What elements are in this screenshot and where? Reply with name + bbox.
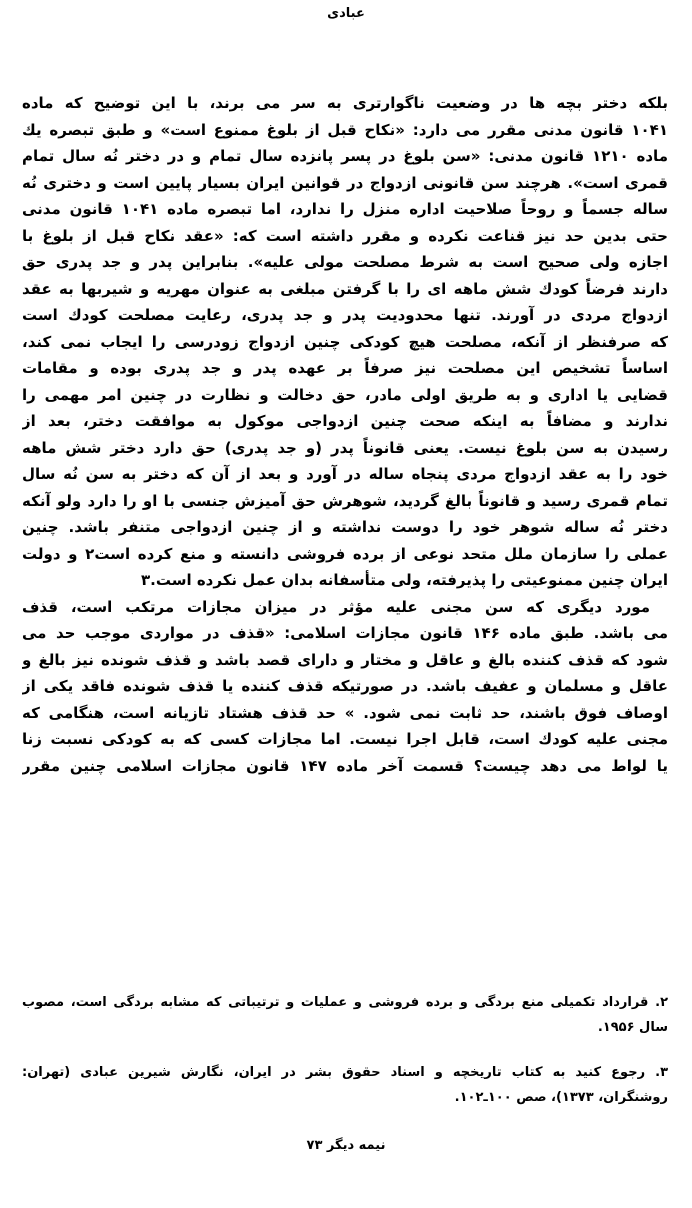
- text-line: اوصاف فوق باشند، حد ثابت نمی شود. » حد قذف هشتاد تازیانه است، هنگامی که: [22, 703, 668, 722]
- text-line: عاقل و مسلمان و عفیف باشد. در صورتیکه قذف کننده یا قذف شونده فاقد یکی از: [22, 677, 668, 695]
- text-line: می باشد. طبق ماده ۱۴۶ قانون مجازات اسلامی: «قذف در مواردی موجب حد می: [22, 624, 668, 642]
- text-line: مورد دیگری که سن مجنی علیه مؤثر در میزان مجازات مرتکب است، قذف: [22, 597, 650, 616]
- text-line: یا لواط می دهد چیست؟ قسمت آخر ماده ۱۴۷ قانون مجازات اسلامی چنین مقرر: [22, 756, 668, 775]
- footnote: [22, 1060, 668, 1110]
- text-line: بلکه دختر بچه ها در وضعیت ناگوارتری به سر می برند، با این توضیح که ماده: [22, 94, 668, 112]
- text-line: قمری است». هرچند سن قانونی ازدواج در قوانین ایران بسیار پایین است و دختری نُه: [22, 173, 668, 192]
- text-line: دختر نُه ساله شوهر خود را دوست نداشته و از چنین ازدواجی متنفر باشد. چنین: [22, 518, 668, 536]
- text-line: عملی را سازمان ملل متحد نوعی از برده فروشی دانسته و منع کرده است۲ و دولت: [22, 544, 668, 563]
- text-line: ۱۰۴۱ قانون مدنی مقرر می دارد: «نکاح قبل از بلوغ ممنوع است» و طبق تبصره یك: [22, 120, 668, 139]
- text-line: قضایی یا اداری و به طریق اولی مادر، حق دخالت و نظارت در چنین امر مهمی را: [22, 385, 668, 404]
- footnote-line: سال ۱۹۵۶.: [597, 1020, 668, 1035]
- footnotes: [22, 990, 668, 1130]
- text-line: که صرفنظر از آنکه، مصلحت هیچ کودکی چنین ازدواج زودرسی را ایجاب نمی کند،: [22, 332, 668, 351]
- running-head: عبادی: [327, 6, 365, 21]
- text-line: ندارند و مضافاً به اینکه صحت چنین ازدواجی موکول به موافقت دختر، بعد از: [22, 412, 668, 430]
- footnote: [22, 990, 668, 1040]
- text-line: ساله جسماً و روحاً صلاحیت اداره منزل را ندارد، اما تبصره ماده ۱۰۴۱ قانون مدنی: [22, 200, 668, 218]
- footnote-line: ۳. رجوع کنید به کتاب تاریخچه و اسناد حقوق بشر در ایران، نگارش شیرین عبادی (تهران:: [22, 1065, 668, 1080]
- text-line: تمام قمری رسید و قانوناً بالغ گردید، شوهرش حق آمیزش جنسی با او را دارد ولو آنکه: [22, 491, 668, 510]
- footnote-line: روشنگران، ۱۳۷۳)، صص ۱۰۰ـ۱۰۲.: [454, 1090, 668, 1105]
- text-line: ایران چنین ممنوعیتی را پذیرفته، ولی متأسفانه بدان عمل نکرده است.۳: [140, 571, 668, 589]
- text-line: شود که قذف کننده بالغ و عاقل و مختار و دارای قصد باشد و قذف شونده نیز بالغ و: [22, 650, 668, 669]
- text-line: رسیدن به سن بلوغ نیست. یعنی قانوناً پدر (و جد پدری) حق دارد دختر شش ماهه: [22, 438, 668, 457]
- page-number: نیمه دیگر ۷۳: [306, 1138, 386, 1153]
- text-line: اساساً تشخیص این مصلحت نیز صرفاً بر عهده پدر و جد پدری بوده و مقامات: [22, 359, 668, 377]
- main-text: [22, 90, 668, 779]
- text-line: حتی بدین حد نیز قناعت نکرده و مقرر داشته است که: «عقد نکاح قبل از بلوغ با: [22, 226, 668, 245]
- text-line: ماده ۱۲۱۰ قانون مدنی: «سن بلوغ در پسر پانزده سال تمام و در دختر نُه سال تمام: [22, 147, 668, 165]
- text-line: اجازه ولی صحیح است به شرط مصلحت مولی علیه». بنابراین پدر و جد پدری حق: [22, 253, 668, 271]
- text-line: خود را به عقد ازدواج مردی پنجاه ساله در آورد و بعد از آن که دختر به سن نُه سال: [22, 465, 668, 483]
- text-line: ازدواج مردی در آورند. تنها محدودیت پدر و جد پدری، رعایت مصلحت کودك است: [22, 306, 668, 324]
- text-line: دارند فرضاً کودك شش ماهه ای را با گرفتن مبلغی به عنوان مهریه و شیربها به عقد: [22, 279, 668, 298]
- text-line: مجنی علیه کودك است، قابل اجرا نیست. اما مجازات کسی که به کودکی نسبت زنا: [22, 730, 668, 748]
- footnote-line: ۲. قرارداد تکمیلی منع بردگی و برده فروشی و عملیات و ترتیباتی که مشابه بردگی است، مصوب: [22, 995, 668, 1010]
